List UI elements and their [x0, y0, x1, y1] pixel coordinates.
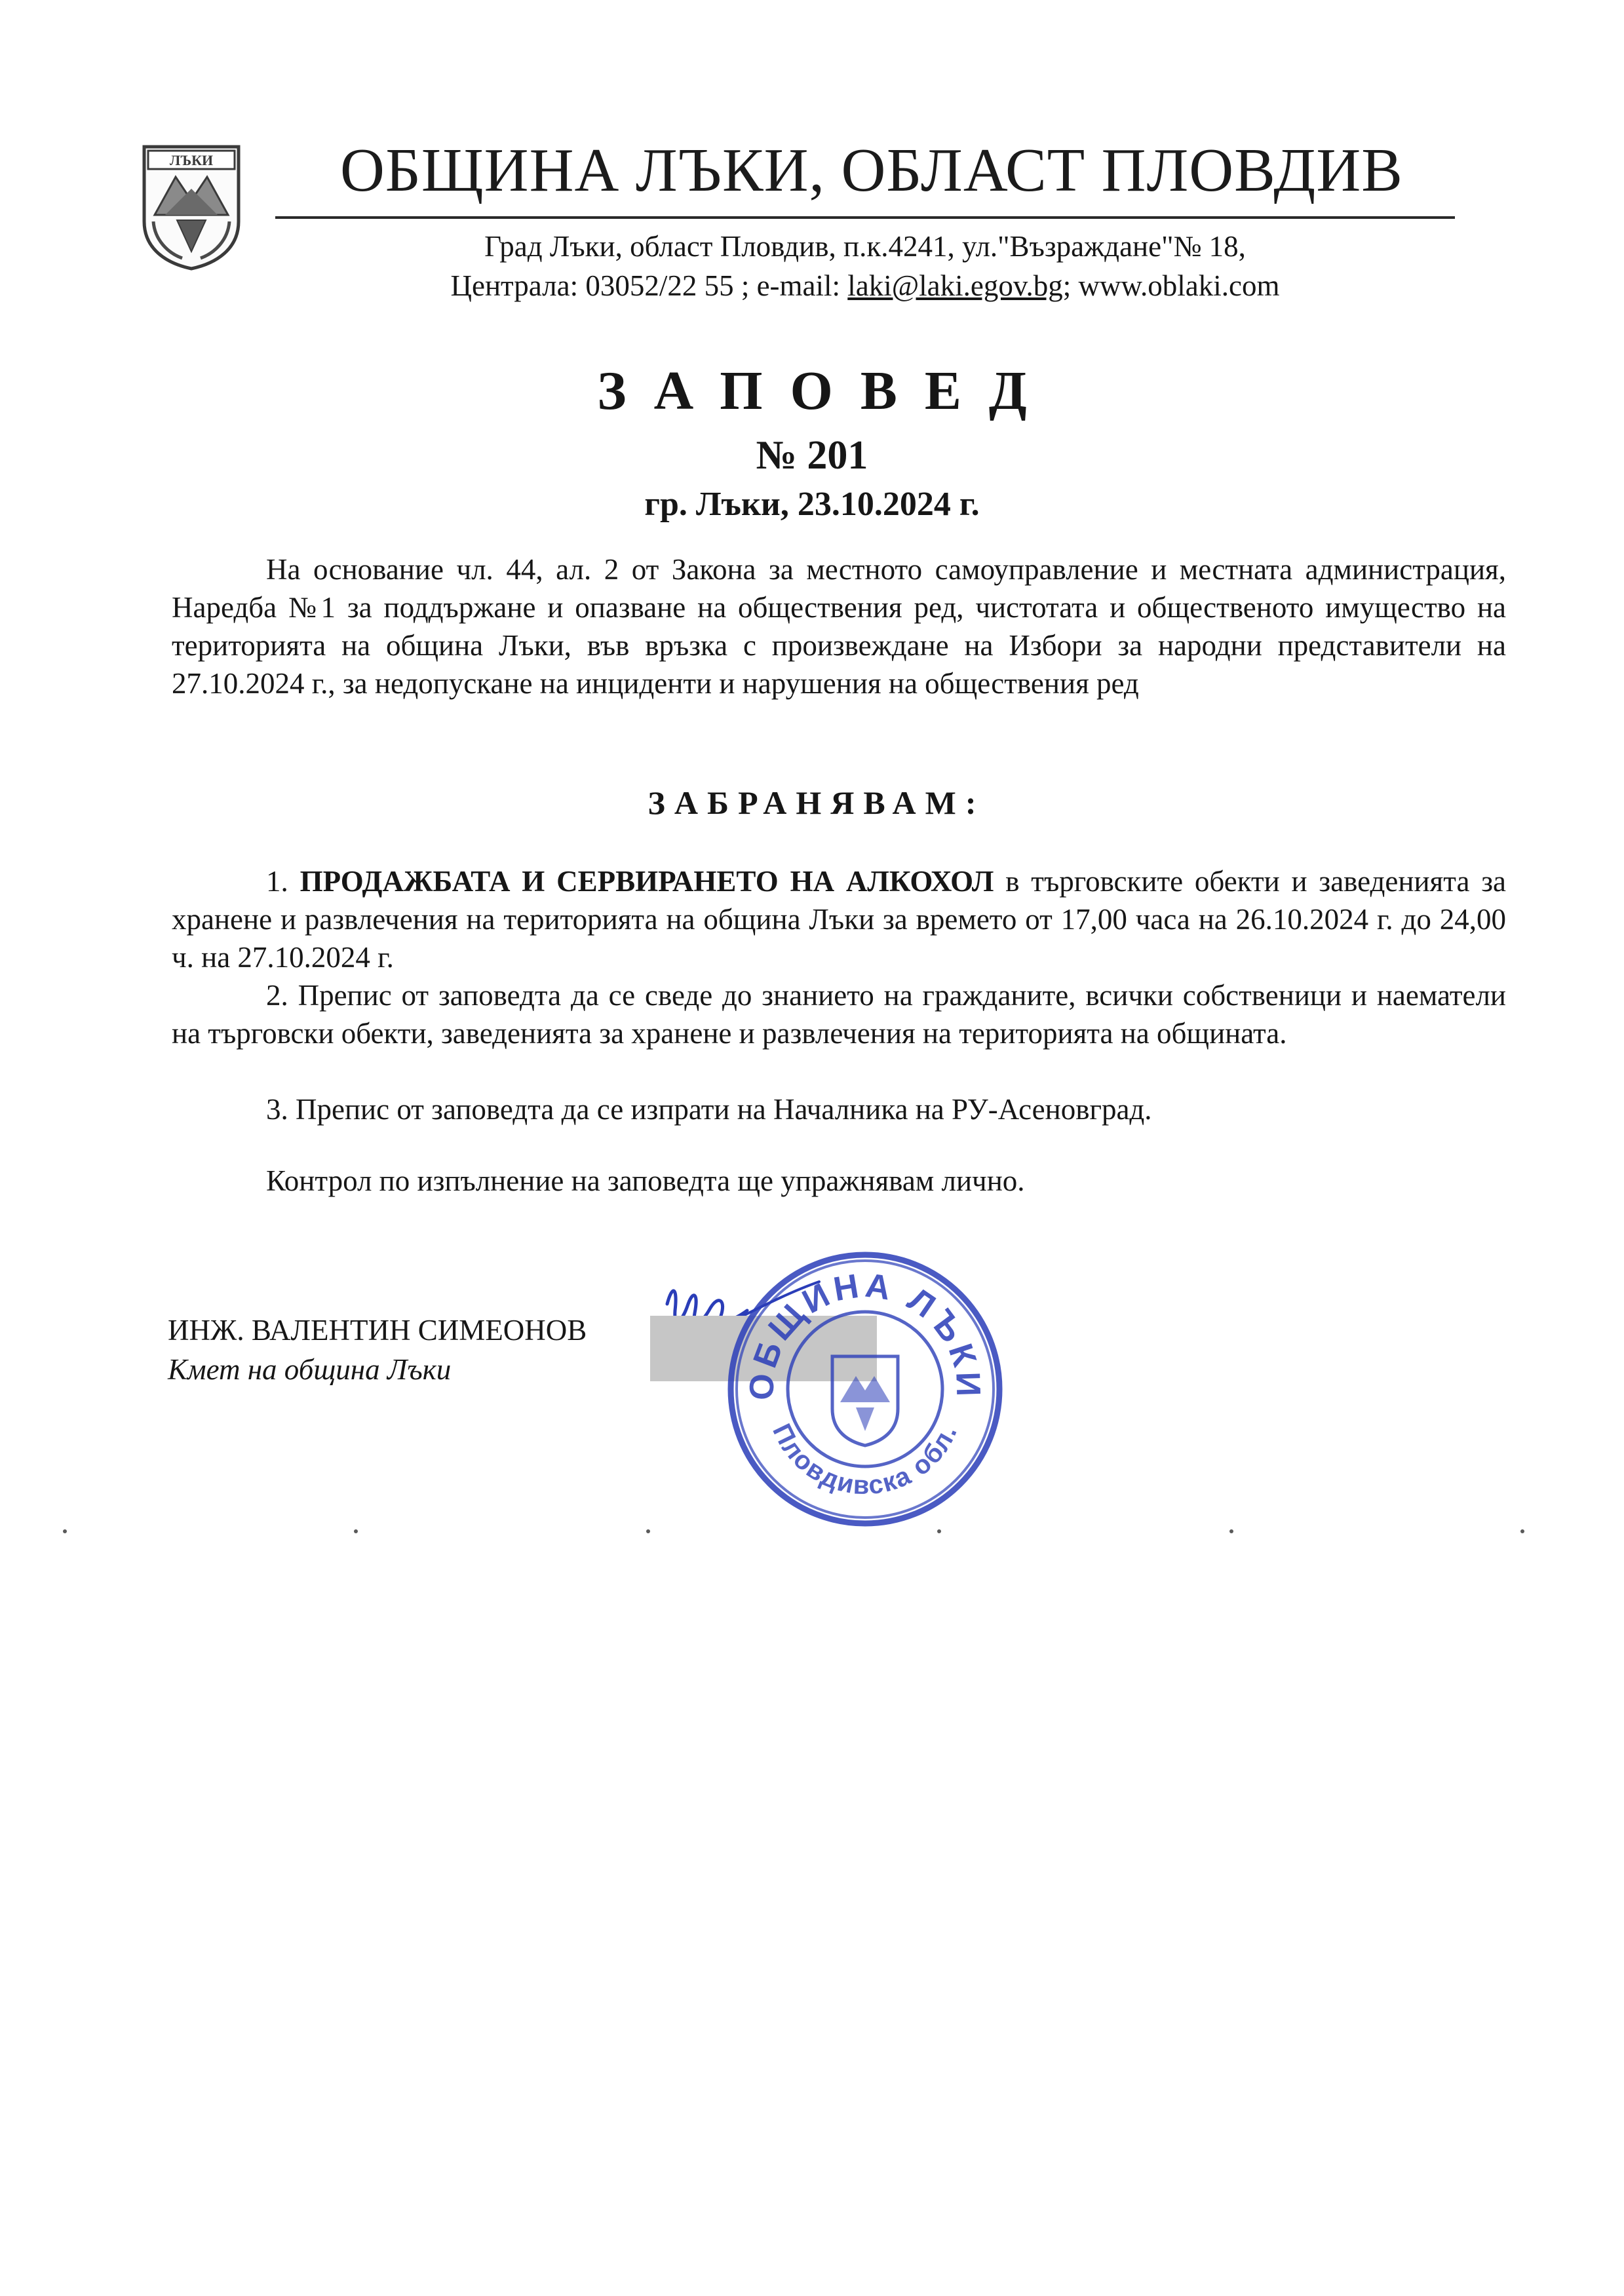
email-link[interactable]: laki@laki.egov.bg	[847, 269, 1063, 302]
order-item-2: 2. Препис от заповедта да се сведе до знанието на гражданите, всички собственици и наематели на търговски обекти, заведенията за хранене и развлечения на територията на общината.	[172, 979, 1506, 1050]
website-text: ; www.oblaki.com	[1062, 269, 1280, 302]
municipality-crest-icon	[139, 143, 244, 271]
svg-text:Пловдивска обл.	[767, 1419, 963, 1500]
scan-artifact-dot	[646, 1529, 650, 1533]
official-stamp-icon	[721, 1245, 1009, 1533]
stamp-lower-text: Пловдивска обл.	[767, 1419, 963, 1501]
decree-verb: ЗАБРАНЯВАМ:	[648, 784, 986, 821]
phone-text: Централа: 03052/22 55 ; e-mail:	[450, 269, 848, 302]
scan-artifact-dot	[937, 1529, 941, 1533]
control-statement: Контрол по изпълнение на заповедта ще упражнявам лично.	[266, 1164, 1025, 1197]
scan-artifact-dot	[63, 1529, 67, 1533]
signer-name: ИНЖ. ВАЛЕНТИН СИМЕОНОВ	[168, 1314, 587, 1347]
document-place-date: гр. Лъки, 23.10.2024 г.	[644, 486, 980, 523]
item-1-text: в търговските обекти и заведенията за хранене и развлечения на територията на община Лъки за времето от 17,00 часа на 26.10.2024 г. до 24,00 ч. на 27.10.2024 г.	[172, 865, 1507, 974]
scan-artifact-dot	[354, 1529, 358, 1533]
scan-artifact-dot	[1520, 1529, 1524, 1533]
order-item-1	[172, 862, 1506, 976]
address-line: Град Лъки, област Пловдив, п.к.4241, ул."Възраждане"№ 18,	[484, 230, 1246, 263]
stamp-upper-text: ОБЩИНА ЛЪКИ	[743, 1266, 988, 1402]
item-1-bold-text: ПРОДАЖБАТА И СЕРВИРАНЕТО НА АЛКОХОЛ	[300, 865, 994, 898]
preamble-paragraph: На основание чл. 44, ал. 2 от Закона за местното самоуправление и местната администрация, Наредба №1 за поддържане и опазване на обществения ред, чистотата и общественото имущество на територията на община Лъки, във връзка с произвеждане на Избори за народни представители на 27.10.2024 г., за недопускане на инциденти и нарушения на обществения ред	[172, 553, 1506, 700]
document-heading: ЗАПОВЕД	[597, 360, 1054, 421]
signer-title: Кмет на община Лъки	[168, 1353, 452, 1386]
header-divider	[275, 216, 1455, 219]
contact-line	[275, 269, 1455, 303]
order-item-3: 3. Препис от заповедта да се изпрати на Началника на РУ-Асеновград.	[266, 1093, 1152, 1126]
document-number: № 201	[756, 433, 868, 478]
scan-artifact-dot	[1229, 1529, 1233, 1533]
item-number: 1.	[266, 865, 300, 898]
crest-label: ЛЪКИ	[169, 152, 214, 168]
office-title: ОБЩИНА ЛЪКИ, ОБЛАСТ ПЛОВДИВ	[340, 136, 1403, 204]
